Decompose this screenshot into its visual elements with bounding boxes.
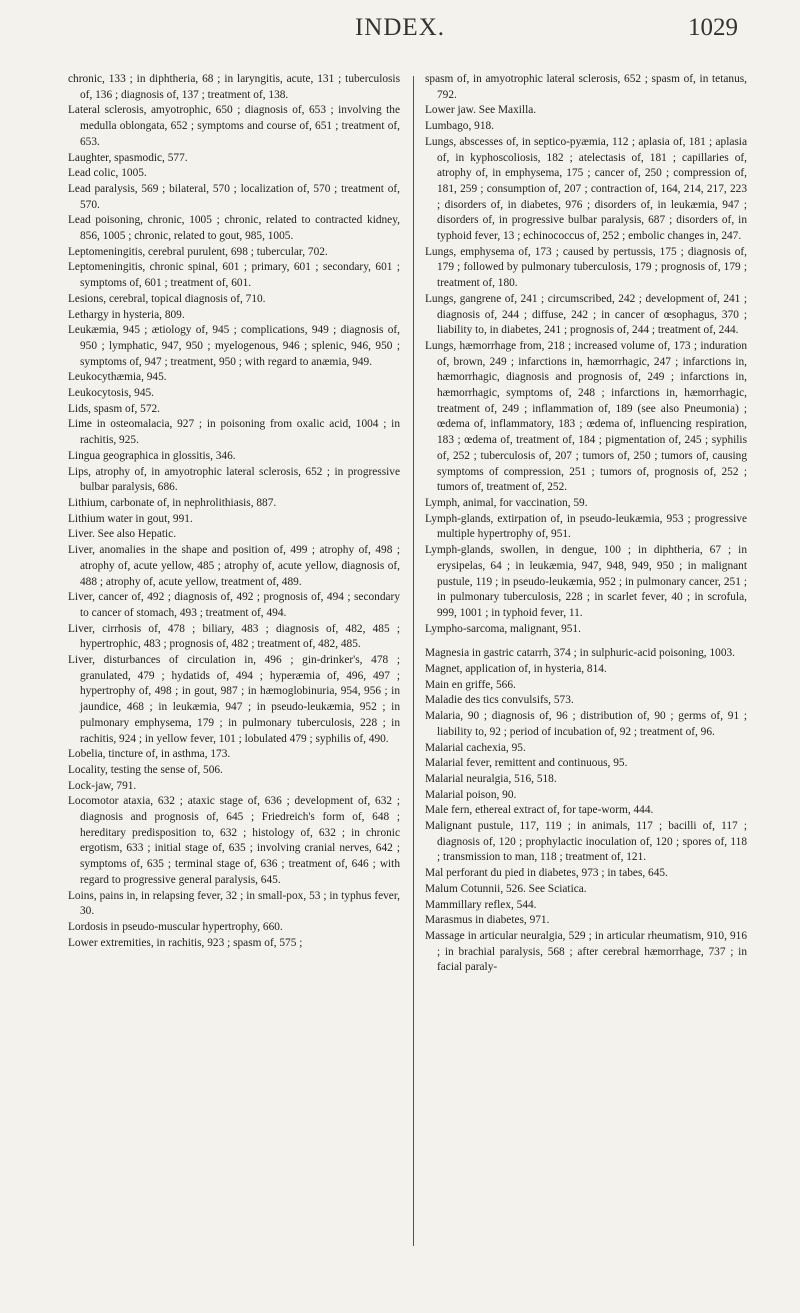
index-entry: Magnesia in gastric catarrh, 374 ; in sulphuric-acid poisoning, 1003. (425, 647, 735, 660)
index-entry: chronic, 133 ; in diphtheria, 68 ; in laryngitis, acute, 131 ; tuberculosis of, 136 ; diagnosis of, 137 ; treatment of, 138. (68, 73, 400, 101)
index-entry: Lithium, carbonate of, in nephrolithiasis, 887. (68, 496, 277, 509)
column-divider (413, 76, 414, 1246)
index-entry: Magnet, application of, in hysteria, 814. (425, 663, 607, 676)
index-entry: Lungs, emphysema of, 173 ; caused by pertussis, 175 ; diagnosis of, 179 ; followed by pulmonary tuberculosis, 179 ; prognosis of, 179 ; treatment of, 180. (425, 245, 747, 290)
index-entry: Massage in articular neuralgia, 529 ; in articular rheumatism, 910, 916 ; in brachial paralysis, 568 ; after cerebral hæmorrhage, 737 ; in facial paraly- (425, 929, 747, 974)
index-entry: Malignant pustule, 117, 119 ; in animals, 117 ; bacilli of, 117 ; diagnosis of, 120 ; prophylactic inoculation of, 120 ; spores of, 118 ; transmission to man, 118 ; treatment of, 121. (425, 820, 747, 864)
index-entry: Malum Cotunnii, 526. See Sciatica. (425, 882, 587, 895)
index-entry: Laughter, spasmodic, 577. (68, 151, 188, 164)
index-entry: Lungs, abscesses of, in septico-pyæmia, 112 ; aplasia of, 181 ; aplasia of, in kyphoscoliosis, 182 ; atelectasis of, 181 ; capillaries of, atrophy of, in emphysema, 175 ; cancer of, 250 ; compression of, 181, 259 ; consumption of, 207 ; contraction of, 164, 214, 217, 223 ; disorders of, in diabetes, 976 ; disorders of, in leukæmia, 947 ; disorders of, in progressive bulbar paralysis, 687 ; disorders of, in typhoid fever, 13 ; echinococcus of, 252 ; embolic changes in, 247. (425, 135, 747, 243)
index-entry: Liver, cancer of, 492 ; diagnosis of, 492 ; prognosis of, 494 ; secondary to cancer of stomach, 493 ; treatment of, 494. (68, 591, 400, 619)
index-entry: Lymph, animal, for vaccination, 59. (425, 496, 588, 509)
index-entry: Lids, spasm of, 572. (68, 402, 161, 415)
index-entry: Lesions, cerebral, topical diagnosis of, 710. (68, 292, 266, 305)
index-entry: Mammillary reflex, 544. (425, 898, 537, 911)
index-entry: Lymph-glands, extirpation of, in pseudo-leukæmia, 953 ; progressive multiple hypertrophy of, 951. (425, 512, 747, 541)
index-entry: Lead poisoning, chronic, 1005 ; chronic, related to contracted kidney, 856, 1005 ; chronic, related to gout, 985, 1005. (68, 214, 400, 243)
index-entry: Leukæmia, 945 ; ætiology of, 945 ; complications, 949 ; diagnosis of, 950 ; lymphatic, 947, 950 ; myelogenous, 946 ; splenic, 946, 950 ; symptoms of, 947 ; treatment, 950 ; with regard to anæmia, 949. (68, 324, 400, 368)
index-entry: Lungs, hæmorrhage from, 218 ; increased volume of, 173 ; induration of, brown, 249 ; infarctions in, hæmorrhagic, 247 ; infarctions in, hæmorrhagic, diagnosis and prognosis of, 249 ; infarctions in, hæmorrhagic, symptoms of, 248 ; infarctions in, hæmorrhagic, treatment of, 249 ; inflammation of, 189 (see also Pneumonia) ; œdema of, inflammatory, 183 ; œdema of, influencing respiration, 183 ; œdema of, treatment of, 184 ; pigmentation of, 245 ; syphilis of, 252 ; tuberculosis of, 207 ; tumors of, 250 ; tumors of, causing symptoms of compression, 251 ; tumors of, prognosis of, 252 ; tumors of, treatment of, 252. (425, 339, 747, 494)
page-header (0, 8, 800, 41)
index-entry: Lordosis in pseudo-muscular hypertrophy, 660. (68, 920, 283, 933)
index-entry: Male fern, ethereal extract of, for tape-worm, 444. (425, 804, 654, 817)
index-entry: spasm of, in amyotrophic lateral sclerosis, 652 ; spasm of, in tetanus, 792. (425, 73, 747, 101)
index-entry: Main en griffe, 566. (425, 678, 516, 691)
index-entry: Lower jaw. See Maxilla. (425, 104, 537, 117)
index-entry: Maladie des tics convulsifs, 573. (425, 694, 574, 707)
index-entry: Leukocythæmia, 945. (68, 371, 167, 384)
index-entry: Lower extremities, in rachitis, 923 ; spasm of, 575 ; (68, 936, 303, 949)
index-entry: Leptomeningitis, cerebral purulent, 698 ; tubercular, 702. (68, 245, 328, 258)
index-entry: Lymph-glands, swollen, in dengue, 100 ; in diphtheria, 67 ; in erysipelas, 64 ; in leukæmia, 947, 948, 949, 950 ; in malignant pustule, 119 ; in pseudo-leukæmia, 952 ; in pulmonary cancer, 251 ; in pulmonary tuberculosis, 228 ; in scarlet fever, 40 ; in scrofula, 999, 1001 ; in typhoid fever, 11. (425, 544, 747, 619)
index-entry: Liver, cirrhosis of, 478 ; biliary, 483 ; diagnosis of, 482, 485 ; hypertrophic, 483 ; prognosis of, 482 ; treatment of, 482, 485. (68, 622, 400, 651)
index-entry: Marasmus in diabetes, 971. (425, 914, 550, 927)
index-entry: Lympho-sarcoma, malignant, 951. (425, 622, 581, 635)
index-entry: Lingua geographica in glossitis, 346. (68, 449, 236, 462)
index-entry: Mal perforant du pied in diabetes, 973 ; in tabes, 645. (425, 867, 668, 880)
index-entry: Lead colic, 1005. (68, 167, 147, 180)
index-entry: Lithium water in gout, 991. (68, 512, 193, 525)
index-entry: Loins, pains in, in relapsing fever, 32 ; in small-pox, 53 ; in typhus fever, 30. (68, 889, 400, 918)
index-entry: Lumbago, 918. (425, 120, 494, 133)
running-title: INDEX. (354, 14, 445, 41)
index-entry: Liver. See also Hepatic. (68, 528, 177, 541)
index-entry: Malarial cachexia, 95. (425, 741, 526, 754)
index-entry: Liver, anomalies in the shape and position of, 499 ; atrophy of, 498 ; atrophy of, acute yellow, 485 ; atrophy of, acute yellow, diagnosis of, 488 ; atrophy of, acute yellow, treatment of, 489. (68, 544, 400, 588)
index-entry: Lock-jaw, 791. (68, 779, 137, 792)
index-entry: Liver, disturbances of circulation in, 496 ; gin-drinker's, 478 ; granulated, 479 ; hydatids of, 494 ; hyperæmia of, 496, 497 ; hypertrophy of, 498 ; in gout, 987 ; in hæmoglobinuria, 954, 956 ; in jaundice, 468 ; in leukæmia, 947 ; in pseudo-leukæmia, 952 ; in pulmonary emphysema, 179 ; in pulmonary tuberculosis, 228 ; in rachitis, 924 ; in yellow fever, 101 ; lobulated 479 ; syphilis of, 490. (68, 654, 400, 745)
page-number: 1029 (688, 14, 738, 41)
index-entry: Lethargy in hysteria, 809. (68, 308, 185, 321)
index-column-right (425, 72, 747, 976)
index-entry: Lobelia, tincture of, in asthma, 173. (68, 748, 231, 761)
index-entry: Leukocytosis, 945. (68, 387, 155, 400)
index-entry: Malarial fever, remittent and continuous, 95. (425, 757, 628, 770)
index-entry: Locomotor ataxia, 632 ; ataxic stage of, 636 ; development of, 632 ; diagnosis and prognosis of, 645 ; Friedreich's form of, 648 ; hereditary predisposition to, 632 ; histology of, 632 ; in chronic ergotism, 633 ; initial stage of, 635 ; involving cranial nerves, 642 ; symptoms of, 635 ; terminal stage of, 636 ; treatment of, 646 ; with regard to progressive general paralysis, 645. (68, 795, 400, 886)
index-entry: Malarial poison, 90. (425, 788, 517, 801)
index-column-left (68, 72, 400, 951)
index-entry: Malaria, 90 ; diagnosis of, 96 ; distribution of, 90 ; germs of, 91 ; liability to, 92 ; period of incubation of, 92 ; treatment of, 96. (425, 710, 747, 738)
index-entry: Lime in osteomalacia, 927 ; in poisoning from oxalic acid, 1004 ; in rachitis, 925. (68, 418, 400, 447)
index-entry: Locality, testing the sense of, 506. (68, 763, 223, 776)
index-entry: Lateral sclerosis, amyotrophic, 650 ; diagnosis of, 653 ; involving the medulla oblongata, 652 ; symptoms and course of, 651 ; treatment of, 653. (68, 104, 400, 148)
index-entry: Lips, atrophy of, in amyotrophic lateral sclerosis, 652 ; in progressive bulbar paralysis, 686. (68, 465, 400, 494)
index-entry: Malarial neuralgia, 516, 518. (425, 772, 557, 785)
index-entry: Lead paralysis, 569 ; bilateral, 570 ; localization of, 570 ; treatment of, 570. (68, 182, 400, 211)
index-entry: Lungs, gangrene of, 241 ; circumscribed, 242 ; development of, 241 ; diagnosis of, 244 ; diffuse, 242 ; in cancer of œsophagus, 370 ; liability to, in diabetes, 241 ; prognosis of, 244 ; treatment of, 244. (425, 292, 747, 337)
index-entry: Leptomeningitis, chronic spinal, 601 ; primary, 601 ; secondary, 601 ; symptoms of, 601 ; treatment of, 601. (68, 261, 400, 290)
